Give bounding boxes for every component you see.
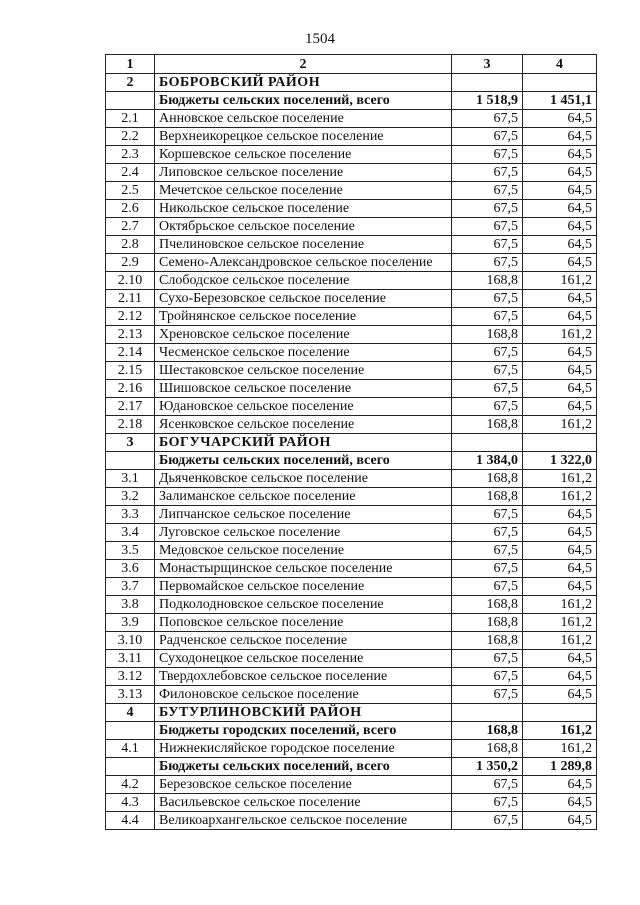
row-number-cell: 3.9 bbox=[106, 614, 155, 632]
column-header-4: 4 bbox=[523, 55, 597, 74]
row-number-cell: 2.9 bbox=[106, 254, 155, 272]
value-col4-cell: 161,2 bbox=[523, 488, 597, 506]
row-number-cell: 4.1 bbox=[106, 740, 155, 758]
value-col3-cell: 168,8 bbox=[452, 326, 523, 344]
value-col3-cell bbox=[452, 704, 523, 722]
table-row bbox=[106, 398, 597, 416]
value-col4-cell bbox=[523, 74, 597, 92]
value-col4-cell: 161,2 bbox=[523, 632, 597, 650]
value-col3-cell: 168,8 bbox=[452, 272, 523, 290]
value-col4-cell: 64,5 bbox=[523, 164, 597, 182]
value-col4-cell: 64,5 bbox=[523, 362, 597, 380]
row-number-cell: 2.3 bbox=[106, 146, 155, 164]
row-name-cell: Нижнекисляйское городское поселение bbox=[155, 740, 452, 758]
value-col4-cell: 64,5 bbox=[523, 794, 597, 812]
table-row bbox=[106, 668, 597, 686]
value-col3-cell: 67,5 bbox=[452, 650, 523, 668]
row-number-cell: 3.8 bbox=[106, 596, 155, 614]
total-row bbox=[106, 452, 597, 470]
value-col4-cell: 64,5 bbox=[523, 578, 597, 596]
row-name-cell: Филоновское сельское поселение bbox=[155, 686, 452, 704]
value-col4-cell: 64,5 bbox=[523, 200, 597, 218]
row-number-cell: 3.1 bbox=[106, 470, 155, 488]
district-row bbox=[106, 704, 597, 722]
table-row bbox=[106, 596, 597, 614]
row-number-cell: 3.11 bbox=[106, 650, 155, 668]
row-name-cell: Тройнянское сельское поселение bbox=[155, 308, 452, 326]
value-col4-cell: 161,2 bbox=[523, 722, 597, 740]
value-col3-cell: 168,8 bbox=[452, 416, 523, 434]
table-row bbox=[106, 470, 597, 488]
table-row bbox=[106, 200, 597, 218]
value-col4-cell: 64,5 bbox=[523, 380, 597, 398]
row-name-cell: Пчелиновское сельское поселение bbox=[155, 236, 452, 254]
value-col3-cell: 1 384,0 bbox=[452, 452, 523, 470]
value-col3-cell: 67,5 bbox=[452, 578, 523, 596]
value-col4-cell: 1 322,0 bbox=[523, 452, 597, 470]
row-name-cell: Анновское сельское поселение bbox=[155, 110, 452, 128]
row-number-cell: 3.3 bbox=[106, 506, 155, 524]
row-name-cell: Коршевское сельское поселение bbox=[155, 146, 452, 164]
row-name-cell: Шишовское сельское поселение bbox=[155, 380, 452, 398]
value-col3-cell bbox=[452, 74, 523, 92]
table-row bbox=[106, 560, 597, 578]
row-name-cell: БУТУРЛИНОВСКИЙ РАЙОН bbox=[155, 704, 452, 722]
table-row bbox=[106, 182, 597, 200]
value-col4-cell: 1 289,8 bbox=[523, 758, 597, 776]
row-name-cell: Монастырщинское сельское поселение bbox=[155, 560, 452, 578]
value-col4-cell: 64,5 bbox=[523, 776, 597, 794]
value-col4-cell: 161,2 bbox=[523, 272, 597, 290]
row-name-cell: Бюджеты сельских поселений, всего bbox=[155, 758, 452, 776]
table-row bbox=[106, 128, 597, 146]
value-col4-cell: 64,5 bbox=[523, 110, 597, 128]
value-col3-cell: 67,5 bbox=[452, 182, 523, 200]
value-col3-cell: 67,5 bbox=[452, 506, 523, 524]
value-col3-cell: 67,5 bbox=[452, 218, 523, 236]
value-col3-cell: 67,5 bbox=[452, 686, 523, 704]
column-header-1: 1 bbox=[106, 55, 155, 74]
row-name-cell: Залиманское сельское поселение bbox=[155, 488, 452, 506]
table-row bbox=[106, 218, 597, 236]
value-col3-cell: 67,5 bbox=[452, 254, 523, 272]
row-name-cell: Бюджеты городских поселений, всего bbox=[155, 722, 452, 740]
value-col3-cell: 1 518,9 bbox=[452, 92, 523, 110]
row-number-cell: 2.14 bbox=[106, 344, 155, 362]
row-name-cell: Твердохлебовское сельское поселение bbox=[155, 668, 452, 686]
table-row bbox=[106, 254, 597, 272]
row-number-cell: 2.18 bbox=[106, 416, 155, 434]
row-number-cell bbox=[106, 758, 155, 776]
value-col4-cell: 64,5 bbox=[523, 542, 597, 560]
value-col3-cell: 67,5 bbox=[452, 668, 523, 686]
value-col4-cell: 64,5 bbox=[523, 668, 597, 686]
row-number-cell: 3 bbox=[106, 434, 155, 452]
column-header-2: 2 bbox=[155, 55, 452, 74]
value-col4-cell: 161,2 bbox=[523, 614, 597, 632]
value-col4-cell: 64,5 bbox=[523, 218, 597, 236]
table-row bbox=[106, 308, 597, 326]
value-col3-cell: 67,5 bbox=[452, 200, 523, 218]
row-number-cell: 3.10 bbox=[106, 632, 155, 650]
value-col3-cell: 168,8 bbox=[452, 722, 523, 740]
row-number-cell: 2.16 bbox=[106, 380, 155, 398]
row-number-cell: 2.15 bbox=[106, 362, 155, 380]
table-row bbox=[106, 614, 597, 632]
table-row bbox=[106, 362, 597, 380]
value-col3-cell: 67,5 bbox=[452, 794, 523, 812]
row-number-cell: 4.2 bbox=[106, 776, 155, 794]
value-col4-cell: 161,2 bbox=[523, 326, 597, 344]
value-col3-cell: 67,5 bbox=[452, 164, 523, 182]
value-col4-cell: 64,5 bbox=[523, 290, 597, 308]
value-col4-cell: 64,5 bbox=[523, 650, 597, 668]
table-row bbox=[106, 794, 597, 812]
row-name-cell: Хреновское сельское поселение bbox=[155, 326, 452, 344]
row-name-cell: Липовское сельское поселение bbox=[155, 164, 452, 182]
table-row bbox=[106, 740, 597, 758]
value-col3-cell: 168,8 bbox=[452, 740, 523, 758]
row-name-cell: Семено-Александровское сельское поселение bbox=[155, 254, 452, 272]
row-number-cell: 2.6 bbox=[106, 200, 155, 218]
row-number-cell: 3.13 bbox=[106, 686, 155, 704]
value-col4-cell: 64,5 bbox=[523, 812, 597, 830]
value-col3-cell: 67,5 bbox=[452, 110, 523, 128]
value-col3-cell: 168,8 bbox=[452, 632, 523, 650]
table-row bbox=[106, 650, 597, 668]
value-col4-cell: 64,5 bbox=[523, 182, 597, 200]
row-name-cell: Великоархангельское сельское поселение bbox=[155, 812, 452, 830]
row-name-cell: Бюджеты сельских поселений, всего bbox=[155, 92, 452, 110]
value-col3-cell: 168,8 bbox=[452, 488, 523, 506]
row-number-cell: 2 bbox=[106, 74, 155, 92]
row-number-cell: 2.4 bbox=[106, 164, 155, 182]
table-row bbox=[106, 380, 597, 398]
value-col3-cell: 67,5 bbox=[452, 380, 523, 398]
value-col3-cell: 67,5 bbox=[452, 524, 523, 542]
row-number-cell: 2.7 bbox=[106, 218, 155, 236]
value-col4-cell: 64,5 bbox=[523, 524, 597, 542]
district-row bbox=[106, 74, 597, 92]
table-row bbox=[106, 344, 597, 362]
value-col4-cell: 64,5 bbox=[523, 506, 597, 524]
table-row bbox=[106, 416, 597, 434]
value-col3-cell: 168,8 bbox=[452, 470, 523, 488]
row-number-cell: 2.11 bbox=[106, 290, 155, 308]
row-name-cell: Луговское сельское поселение bbox=[155, 524, 452, 542]
table-row bbox=[106, 578, 597, 596]
row-name-cell: Дьяченковское сельское поселение bbox=[155, 470, 452, 488]
table-row bbox=[106, 524, 597, 542]
table-row bbox=[106, 236, 597, 254]
value-col4-cell: 64,5 bbox=[523, 344, 597, 362]
budget-table bbox=[105, 54, 597, 830]
table-header-row bbox=[106, 55, 597, 74]
value-col4-cell: 64,5 bbox=[523, 236, 597, 254]
table-row bbox=[106, 110, 597, 128]
row-name-cell: Бюджеты сельских поселений, всего bbox=[155, 452, 452, 470]
row-name-cell: Васильевское сельское поселение bbox=[155, 794, 452, 812]
row-number-cell bbox=[106, 452, 155, 470]
value-col3-cell: 67,5 bbox=[452, 812, 523, 830]
row-name-cell: Ясенковское сельское поселение bbox=[155, 416, 452, 434]
table-row bbox=[106, 812, 597, 830]
row-name-cell: БОГУЧАРСКИЙ РАЙОН bbox=[155, 434, 452, 452]
table-row bbox=[106, 146, 597, 164]
row-number-cell bbox=[106, 722, 155, 740]
row-name-cell: Чесменское сельское поселение bbox=[155, 344, 452, 362]
value-col3-cell: 168,8 bbox=[452, 614, 523, 632]
row-name-cell: Поповское сельское поселение bbox=[155, 614, 452, 632]
value-col3-cell: 168,8 bbox=[452, 596, 523, 614]
table-row bbox=[106, 164, 597, 182]
value-col3-cell: 67,5 bbox=[452, 308, 523, 326]
value-col4-cell: 161,2 bbox=[523, 740, 597, 758]
row-number-cell: 3.7 bbox=[106, 578, 155, 596]
table-row bbox=[106, 632, 597, 650]
value-col4-cell: 1 451,1 bbox=[523, 92, 597, 110]
row-name-cell: Мечетское сельское поселение bbox=[155, 182, 452, 200]
row-number-cell: 2.12 bbox=[106, 308, 155, 326]
row-number-cell: 3.6 bbox=[106, 560, 155, 578]
value-col4-cell: 64,5 bbox=[523, 686, 597, 704]
value-col3-cell: 67,5 bbox=[452, 344, 523, 362]
district-row bbox=[106, 434, 597, 452]
row-name-cell: Первомайское сельское поселение bbox=[155, 578, 452, 596]
value-col4-cell: 64,5 bbox=[523, 146, 597, 164]
value-col3-cell bbox=[452, 434, 523, 452]
value-col4-cell: 64,5 bbox=[523, 128, 597, 146]
row-name-cell: Березовское сельское поселение bbox=[155, 776, 452, 794]
total-row bbox=[106, 722, 597, 740]
row-name-cell: Юдановское сельское поселение bbox=[155, 398, 452, 416]
row-number-cell bbox=[106, 92, 155, 110]
row-number-cell: 2.13 bbox=[106, 326, 155, 344]
row-number-cell: 3.4 bbox=[106, 524, 155, 542]
row-name-cell: Суходонецкое сельское поселение bbox=[155, 650, 452, 668]
row-number-cell: 2.10 bbox=[106, 272, 155, 290]
value-col3-cell: 67,5 bbox=[452, 290, 523, 308]
row-number-cell: 2.5 bbox=[106, 182, 155, 200]
column-header-3: 3 bbox=[452, 55, 523, 74]
row-name-cell: Радченское сельское поселение bbox=[155, 632, 452, 650]
table-row bbox=[106, 506, 597, 524]
value-col3-cell: 67,5 bbox=[452, 776, 523, 794]
value-col3-cell: 67,5 bbox=[452, 542, 523, 560]
page-number: 1504 bbox=[305, 31, 335, 47]
table-row bbox=[106, 290, 597, 308]
row-name-cell: Подколодновское сельское поселение bbox=[155, 596, 452, 614]
value-col3-cell: 67,5 bbox=[452, 560, 523, 578]
value-col4-cell bbox=[523, 704, 597, 722]
row-name-cell: Слободское сельское поселение bbox=[155, 272, 452, 290]
value-col3-cell: 1 350,2 bbox=[452, 758, 523, 776]
value-col4-cell: 161,2 bbox=[523, 596, 597, 614]
value-col3-cell: 67,5 bbox=[452, 146, 523, 164]
table-row bbox=[106, 488, 597, 506]
row-number-cell: 3.5 bbox=[106, 542, 155, 560]
row-number-cell: 2.2 bbox=[106, 128, 155, 146]
table-row bbox=[106, 326, 597, 344]
row-number-cell: 4.3 bbox=[106, 794, 155, 812]
row-name-cell: БОБРОВСКИЙ РАЙОН bbox=[155, 74, 452, 92]
value-col3-cell: 67,5 bbox=[452, 236, 523, 254]
row-number-cell: 2.8 bbox=[106, 236, 155, 254]
total-row bbox=[106, 758, 597, 776]
row-number-cell: 3.2 bbox=[106, 488, 155, 506]
value-col4-cell: 161,2 bbox=[523, 416, 597, 434]
value-col4-cell: 64,5 bbox=[523, 254, 597, 272]
value-col4-cell: 161,2 bbox=[523, 470, 597, 488]
row-number-cell: 4 bbox=[106, 704, 155, 722]
row-name-cell: Октябрьское сельское поселение bbox=[155, 218, 452, 236]
row-name-cell: Медовское сельское поселение bbox=[155, 542, 452, 560]
row-name-cell: Липчанское сельское поселение bbox=[155, 506, 452, 524]
row-number-cell: 3.12 bbox=[106, 668, 155, 686]
value-col4-cell: 64,5 bbox=[523, 308, 597, 326]
table-row bbox=[106, 542, 597, 560]
table-row bbox=[106, 776, 597, 794]
value-col4-cell bbox=[523, 434, 597, 452]
row-name-cell: Шестаковское сельское поселение bbox=[155, 362, 452, 380]
row-number-cell: 2.17 bbox=[106, 398, 155, 416]
row-number-cell: 4.4 bbox=[106, 812, 155, 830]
value-col4-cell: 64,5 bbox=[523, 560, 597, 578]
total-row bbox=[106, 92, 597, 110]
row-name-cell: Сухо-Березовское сельское поселение bbox=[155, 290, 452, 308]
row-number-cell: 2.1 bbox=[106, 110, 155, 128]
row-name-cell: Никольское сельское поселение bbox=[155, 200, 452, 218]
value-col4-cell: 64,5 bbox=[523, 398, 597, 416]
table-row bbox=[106, 272, 597, 290]
row-name-cell: Верхнеикорецкое сельское поселение bbox=[155, 128, 452, 146]
value-col3-cell: 67,5 bbox=[452, 398, 523, 416]
value-col3-cell: 67,5 bbox=[452, 362, 523, 380]
budget-table-body bbox=[106, 55, 597, 830]
table-row bbox=[106, 686, 597, 704]
value-col3-cell: 67,5 bbox=[452, 128, 523, 146]
